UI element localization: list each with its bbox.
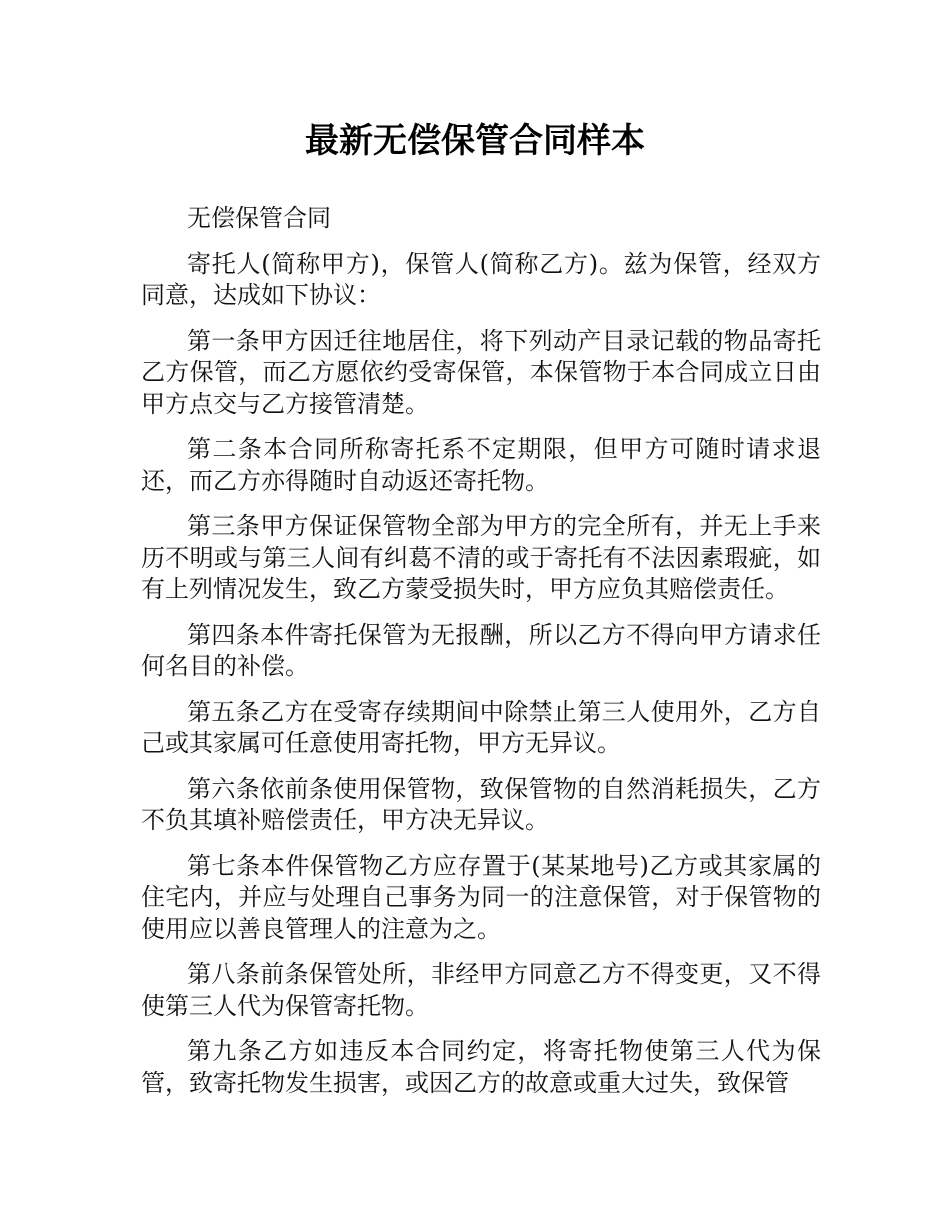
document-body [141, 203, 821, 1113]
paragraph-article-6: 第六条依前条使用保管物，致保管物的自然消耗损失，乙方不负其填补赔偿责任，甲方决无异议。 [141, 774, 821, 834]
paragraph-article-9: 第九条乙方如违反本合同约定，将寄托物使第三人代为保管，致寄托物发生损害，或因乙方的故意或重大过失，致保管 [141, 1037, 821, 1097]
paragraph-article-1: 第一条甲方因迁往地居住，将下列动产目录记载的物品寄托乙方保管，而乙方愿依约受寄保管，本保管物于本合同成立日由甲方点交与乙方接管清楚。 [141, 326, 821, 418]
paragraph-preamble: 寄托人(简称甲方)，保管人(简称乙方)。兹为保管，经双方同意，达成如下协议： [141, 249, 821, 309]
paragraph-article-5: 第五条乙方在受寄存续期间中除禁止第三人使用外，乙方自己或其家属可任意使用寄托物，甲方无异议。 [141, 697, 821, 757]
paragraph-article-2: 第二条本合同所称寄托系不定期限，但甲方可随时请求退还，而乙方亦得随时自动返还寄托物。 [141, 435, 821, 495]
paragraph-article-8: 第八条前条保管处所，非经甲方同意乙方不得变更，又不得使第三人代为保管寄托物。 [141, 960, 821, 1020]
paragraph-article-7: 第七条本件保管物乙方应存置于(某某地号)乙方或其家属的住宅内，并应与处理自己事务为同一的注意保管，对于保管物的使用应以善良管理人的注意为之。 [141, 851, 821, 943]
paragraph-article-4: 第四条本件寄托保管为无报酬，所以乙方不得向甲方请求任何名目的补偿。 [141, 620, 821, 680]
paragraph-article-3: 第三条甲方保证保管物全部为甲方的完全所有，并无上手来历不明或与第三人间有纠葛不清的或于寄托有不法因素瑕疵，如有上列情况发生，致乙方蒙受损失时，甲方应负其赔偿责任。 [141, 512, 821, 603]
document-title: 最新无偿保管合同样本 [305, 121, 645, 161]
document-subtitle: 无偿保管合同 [187, 204, 331, 232]
